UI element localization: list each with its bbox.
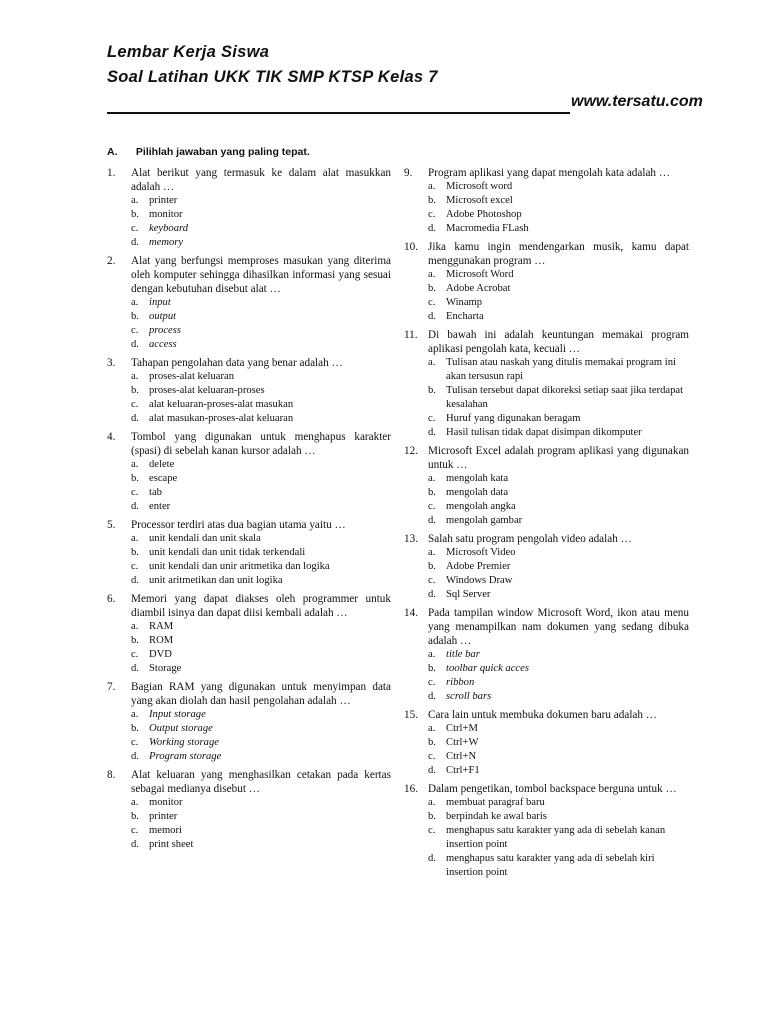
question-item: [107, 518, 391, 588]
option-letter: b.: [428, 195, 436, 206]
option-letter: b.: [131, 311, 139, 322]
option-text: mengolah data: [446, 487, 509, 498]
option-letter: a.: [131, 195, 139, 206]
option-letter: a.: [428, 269, 436, 280]
answer-option: [131, 796, 391, 810]
option-text: DVD: [149, 649, 172, 660]
option-letter: b.: [131, 209, 139, 220]
question-item: [107, 356, 391, 426]
option-text: Winamp: [446, 297, 483, 308]
question-number: 14.: [404, 607, 418, 619]
question-body: [131, 680, 391, 764]
answer-option: [131, 384, 391, 398]
option-letter: c.: [428, 677, 436, 688]
answer-option: [428, 194, 689, 208]
option-text: unit kendali dan unit skala: [149, 533, 261, 544]
answer-option: [428, 222, 689, 236]
question-number: 3.: [107, 357, 116, 369]
option-letter: a.: [131, 709, 139, 720]
option-text: mengolah gambar: [446, 515, 523, 526]
option-text: scroll bars: [446, 691, 492, 702]
answer-option: [131, 810, 391, 824]
question-text: Processor terdiri atas dua bagian utama yaitu …: [131, 519, 346, 531]
question-body: [428, 240, 689, 324]
question-body: [131, 768, 391, 852]
answer-option: [131, 398, 391, 412]
question-item: [107, 166, 391, 250]
answer-option: [131, 370, 391, 384]
answer-option: [131, 736, 391, 750]
option-text: access: [149, 339, 177, 350]
option-text: Sql Server: [446, 589, 491, 600]
question-item: [404, 328, 689, 440]
answer-option: [428, 662, 689, 676]
option-text: monitor: [149, 797, 183, 808]
section-heading: [107, 146, 310, 158]
answer-option: [131, 620, 391, 634]
answer-option: [131, 824, 391, 838]
answer-option: [428, 514, 689, 528]
answer-option: [428, 546, 689, 560]
question-text: Memori yang dapat diakses oleh programmer untuk diambil isinya dan dapat diisi kembali adalah …: [131, 593, 391, 619]
option-letter: c.: [131, 737, 139, 748]
answer-option: [428, 824, 689, 852]
worksheet-subtitle: Soal Latihan UKK TIK SMP KTSP Kelas 7: [107, 68, 438, 86]
answer-option: [428, 472, 689, 486]
question-item: [404, 782, 689, 880]
option-letter: d.: [131, 237, 139, 248]
option-text: Working storage: [149, 737, 219, 748]
question-item: [404, 166, 689, 236]
question-number: 16.: [404, 783, 418, 795]
question-number: 8.: [107, 769, 116, 781]
question-body: [428, 708, 689, 778]
option-letter: d.: [131, 751, 139, 762]
option-text: menghapus satu karakter yang ada di sebelah kiri insertion point: [446, 853, 655, 878]
answer-option: [428, 310, 689, 324]
option-text: Ctrl+M: [446, 723, 478, 734]
answer-option: [428, 574, 689, 588]
option-text: membuat paragraf baru: [446, 797, 545, 808]
question-body: [428, 328, 689, 440]
website-label: www.tersatu.com: [571, 93, 703, 110]
option-text: Adobe Premier: [446, 561, 511, 572]
option-letter: d.: [131, 839, 139, 850]
option-text: Encharta: [446, 311, 484, 322]
question-number: 11.: [404, 329, 418, 341]
answer-option: [428, 412, 689, 426]
answer-option: [131, 750, 391, 764]
question-item: [107, 768, 391, 852]
option-text: RAM: [149, 621, 174, 632]
option-letter: d.: [428, 223, 436, 234]
question-number: 7.: [107, 681, 116, 693]
answer-option: [131, 412, 391, 426]
option-letter: a.: [428, 723, 436, 734]
answer-option: [428, 384, 689, 412]
answer-option: [428, 648, 689, 662]
option-text: alat masukan-proses-alat keluaran: [149, 413, 294, 424]
option-letter: c.: [131, 399, 139, 410]
option-text: monitor: [149, 209, 183, 220]
question-body: [131, 518, 391, 588]
question-text: Alat keluaran yang menghasilkan cetakan pada kertas sebagai medianya disebut …: [131, 769, 391, 795]
question-text: Jika kamu ingin mendengarkan musik, kamu dapat menggunakan program …: [428, 241, 689, 267]
option-text: printer: [149, 195, 178, 206]
question-body: [131, 592, 391, 676]
option-letter: b.: [428, 385, 436, 396]
question-body: [428, 444, 689, 528]
question-text: Dalam pengetikan, tombol backspace berguna untuk …: [428, 783, 677, 795]
option-text: Macromedia FLash: [446, 223, 529, 234]
answer-option: [428, 268, 689, 282]
answer-option: [428, 750, 689, 764]
option-letter: a.: [131, 297, 139, 308]
question-body: [131, 254, 391, 352]
answer-option: [428, 356, 689, 384]
question-item: [404, 708, 689, 778]
question-number: 15.: [404, 709, 418, 721]
question-body: [428, 606, 689, 704]
answer-option: [428, 764, 689, 778]
option-letter: d.: [428, 311, 436, 322]
answer-option: [428, 180, 689, 194]
answer-option: [131, 310, 391, 324]
question-item: [107, 430, 391, 514]
option-letter: a.: [428, 181, 436, 192]
answer-option: [131, 634, 391, 648]
answer-option: [428, 852, 689, 880]
option-letter: a.: [428, 797, 436, 808]
option-letter: d.: [428, 427, 436, 438]
option-text: proses-alat keluaran: [149, 371, 235, 382]
answer-option: [428, 282, 689, 296]
option-letter: d.: [131, 413, 139, 424]
answer-option: [428, 426, 689, 440]
question-number: 5.: [107, 519, 116, 531]
option-text: mengolah kata: [446, 473, 509, 484]
option-letter: d.: [428, 765, 436, 776]
option-letter: b.: [131, 723, 139, 734]
document-header: [107, 40, 717, 114]
option-text: enter: [149, 501, 171, 512]
option-letter: a.: [131, 459, 139, 470]
option-letter: c.: [131, 561, 139, 572]
option-letter: a.: [131, 621, 139, 632]
question-text: Tahapan pengolahan data yang benar adalah …: [131, 357, 343, 369]
option-text: Adobe Acrobat: [446, 283, 511, 294]
option-letter: a.: [428, 547, 436, 558]
option-letter: b.: [428, 487, 436, 498]
option-letter: a.: [131, 371, 139, 382]
answer-option: [428, 208, 689, 222]
option-text: Tulisan tersebut dapat dikoreksi setiap saat jika terdapat kesalahan: [446, 385, 684, 410]
option-letter: c.: [428, 751, 436, 762]
option-letter: a.: [428, 649, 436, 660]
answer-option: [131, 236, 391, 250]
option-text: Microsoft word: [446, 181, 513, 192]
option-letter: d.: [131, 501, 139, 512]
option-text: Huruf yang digunakan beragam: [446, 413, 581, 424]
option-text: memory: [149, 237, 184, 248]
option-text: unit aritmetikan dan unit logika: [149, 575, 283, 586]
question-body: [428, 532, 689, 602]
question-body: [428, 166, 689, 236]
answer-option: [131, 194, 391, 208]
answer-option: [131, 208, 391, 222]
header-underline: [107, 98, 570, 114]
option-text: unit kendali dan unit tidak terkendali: [149, 547, 306, 558]
option-letter: c.: [131, 487, 139, 498]
answer-option: [131, 560, 391, 574]
answer-option: [131, 222, 391, 236]
option-text: Tulisan atau naskah yang ditulis memakai program ini akan tersusun rapi: [446, 357, 676, 382]
option-text: Adobe Photoshop: [446, 209, 522, 220]
option-text: berpindah ke awal baris: [446, 811, 547, 822]
option-letter: d.: [131, 339, 139, 350]
worksheet-title: Lembar Kerja Siswa: [107, 43, 270, 61]
answer-option: [428, 810, 689, 824]
option-text: menghapus satu karakter yang ada di sebelah kanan insertion point: [446, 825, 666, 850]
option-letter: d.: [131, 663, 139, 674]
option-letter: b.: [428, 663, 436, 674]
question-number: 2.: [107, 255, 116, 267]
right-question-column: [404, 166, 689, 884]
option-text: title bar: [446, 649, 480, 660]
option-text: input: [149, 297, 171, 308]
option-letter: a.: [428, 357, 436, 368]
question-item: [404, 532, 689, 602]
option-letter: c.: [428, 501, 436, 512]
option-text: Ctrl+W: [446, 737, 479, 748]
answer-option: [131, 708, 391, 722]
option-text: output: [149, 311, 177, 322]
answer-option: [131, 546, 391, 560]
option-text: Program storage: [149, 751, 222, 762]
answer-option: [428, 500, 689, 514]
question-text: Cara lain untuk membuka dokumen baru adalah …: [428, 709, 657, 721]
answer-option: [428, 560, 689, 574]
question-item: [107, 254, 391, 352]
answer-option: [131, 662, 391, 676]
question-number: 1.: [107, 167, 116, 179]
question-text: Tombol yang digunakan untuk menghapus karakter (spasi) di sebelah kanan kursor adalah …: [131, 431, 391, 457]
question-text: Salah satu program pengolah video adalah …: [428, 533, 632, 545]
answer-option: [131, 532, 391, 546]
option-text: toolbar quick acces: [446, 663, 529, 674]
answer-option: [131, 338, 391, 352]
question-item: [404, 606, 689, 704]
option-letter: c.: [131, 825, 139, 836]
option-letter: d.: [131, 575, 139, 586]
question-text: Microsoft Excel adalah program aplikasi yang digunakan untuk …: [428, 445, 689, 471]
answer-option: [428, 690, 689, 704]
answer-option: [131, 838, 391, 852]
answer-option: [131, 648, 391, 662]
answer-option: [428, 486, 689, 500]
option-letter: a.: [131, 797, 139, 808]
option-letter: c.: [131, 223, 139, 234]
option-text: Windows Draw: [446, 575, 513, 586]
option-letter: b.: [131, 811, 139, 822]
option-letter: d.: [428, 589, 436, 600]
header-rule: [107, 90, 717, 114]
option-text: tab: [149, 487, 162, 498]
question-text: Alat berikut yang termasuk ke dalam alat masukkan adalah …: [131, 167, 391, 193]
question-body: [131, 166, 391, 250]
question-text: Pada tampilan window Microsoft Word, ikon atau menu yang menampilkan nam dokumen yang sedang dibuka adalah …: [428, 607, 689, 647]
option-letter: b.: [428, 283, 436, 294]
option-text: Microsoft excel: [446, 195, 513, 206]
option-text: ribbon: [446, 677, 475, 688]
question-body: [131, 356, 391, 426]
answer-option: [428, 796, 689, 810]
answer-option: [428, 736, 689, 750]
question-text: Di bawah ini adalah keuntungan memakai program aplikasi pengolah kata, kecuali …: [428, 329, 689, 355]
option-text: Microsoft Word: [446, 269, 514, 280]
option-text: delete: [149, 459, 175, 470]
option-text: print sheet: [149, 839, 194, 850]
option-text: Ctrl+N: [446, 751, 477, 762]
option-text: keyboard: [149, 223, 189, 234]
option-text: mengolah angka: [446, 501, 516, 512]
question-item: [404, 240, 689, 324]
answer-option: [428, 296, 689, 310]
question-item: [107, 680, 391, 764]
option-letter: a.: [131, 533, 139, 544]
answer-option: [131, 486, 391, 500]
section-instruction: Pilihlah jawaban yang paling tepat.: [135, 146, 310, 158]
question-text: Bagian RAM yang digunakan untuk menyimpan data yang akan diolah dan hasil pengolahan adalah …: [131, 681, 391, 707]
option-letter: c.: [428, 297, 436, 308]
answer-option: [131, 722, 391, 736]
option-letter: b.: [428, 811, 436, 822]
answer-option: [131, 458, 391, 472]
answer-option: [131, 324, 391, 338]
question-number: 12.: [404, 445, 418, 457]
option-letter: b.: [428, 561, 436, 572]
left-question-column: [107, 166, 391, 856]
question-text: Alat yang berfungsi memproses masukan yang diterima oleh komputer sehingga dihasilkan informasi yang sesuai dengan kebutuhan disebut alat …: [131, 255, 391, 295]
option-letter: d.: [428, 691, 436, 702]
answer-option: [428, 722, 689, 736]
option-letter: c.: [428, 413, 436, 424]
option-letter: b.: [131, 385, 139, 396]
option-text: memori: [149, 825, 182, 836]
option-text: escape: [149, 473, 178, 484]
option-text: Microsoft Video: [446, 547, 516, 558]
question-body: [131, 430, 391, 514]
question-number: 13.: [404, 533, 418, 545]
option-letter: c.: [131, 325, 139, 336]
option-text: process: [149, 325, 181, 336]
answer-option: [428, 588, 689, 602]
option-text: Output storage: [149, 723, 213, 734]
option-text: unit kendali dan unir aritmetika dan logika: [149, 561, 330, 572]
option-text: printer: [149, 811, 178, 822]
option-letter: b.: [428, 737, 436, 748]
answer-option: [131, 500, 391, 514]
answer-option: [131, 574, 391, 588]
option-letter: c.: [131, 649, 139, 660]
question-number: 4.: [107, 431, 116, 443]
option-text: proses-alat keluaran-proses: [149, 385, 265, 396]
option-letter: b.: [131, 635, 139, 646]
option-text: Hasil tulisan tidak dapat disimpan dikomputer: [446, 427, 642, 438]
question-number: 10.: [404, 241, 418, 253]
option-text: Ctrl+F1: [446, 765, 480, 776]
answer-option: [428, 676, 689, 690]
section-letter: A.: [107, 146, 118, 158]
answer-option: [131, 472, 391, 486]
question-body: [428, 782, 689, 880]
option-letter: d.: [428, 853, 436, 864]
option-text: ROM: [149, 635, 174, 646]
answer-option: [131, 296, 391, 310]
option-text: alat keluaran-proses-alat masukan: [149, 399, 294, 410]
option-letter: c.: [428, 209, 436, 220]
question-number: 9.: [404, 167, 413, 179]
option-letter: b.: [131, 547, 139, 558]
option-text: Storage: [149, 663, 182, 674]
option-letter: c.: [428, 825, 436, 836]
option-letter: d.: [428, 515, 436, 526]
option-letter: a.: [428, 473, 436, 484]
question-text: Program aplikasi yang dapat mengolah kata adalah …: [428, 167, 671, 179]
option-text: Input storage: [149, 709, 206, 720]
option-letter: b.: [131, 473, 139, 484]
question-number: 6.: [107, 593, 116, 605]
option-letter: c.: [428, 575, 436, 586]
question-item: [404, 444, 689, 528]
question-item: [107, 592, 391, 676]
